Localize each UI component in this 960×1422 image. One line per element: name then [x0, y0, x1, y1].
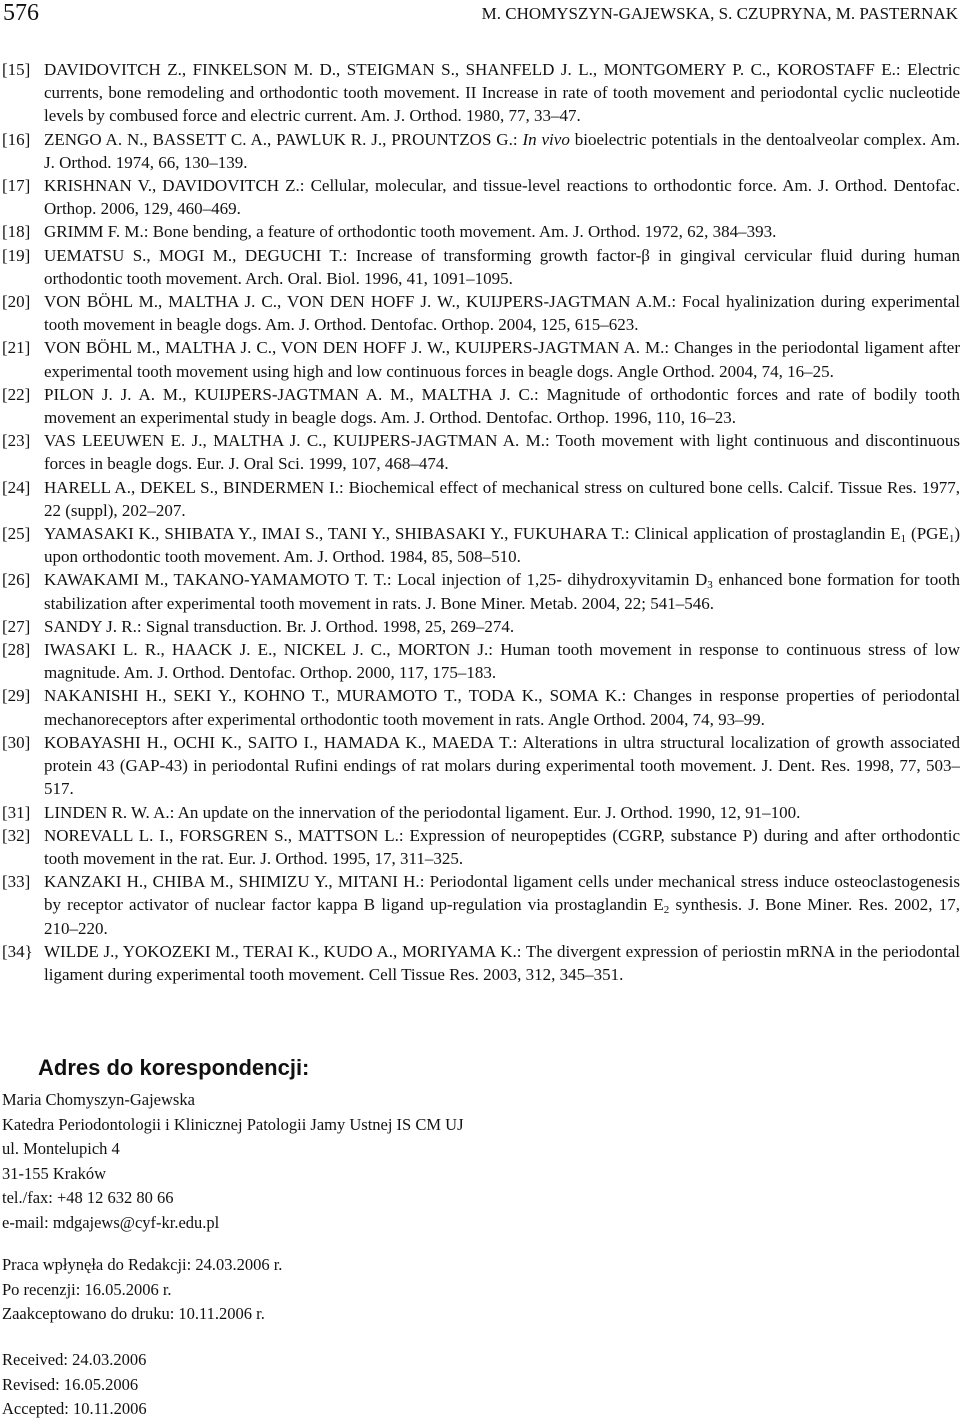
reference-text: : Clinical application of prostaglandin E: [624, 524, 901, 544]
reference-number: [34}: [2, 941, 33, 961]
reference-text: : Biochemical effect of mechanical stress on cultured bone cells. Calcif. Tissue Res. 1977, 22 (suppl), 202–207.: [44, 477, 960, 520]
reference-number: [17]: [2, 176, 31, 196]
reference-text: : Bone bending, a feature of orthodontic tooth movement. Am. J. Orthod. 1972, 62, 384–393.: [143, 222, 777, 242]
reference-text: : The divergent expression of periostin mRNA in the periodontal ligament during experimental tooth movement. Cell Tissue Res. 2003, 312, 345–351.: [44, 941, 960, 984]
reference-item: [0, 638, 960, 684]
reference-authors: GRIMM F. M.: [44, 222, 144, 242]
running-head: M. CHOMYSZYN-GAJEWSKA, S. CZUPRYNA, M. PASTERNAK: [481, 4, 958, 23]
reference-authors: HARELL A., DEKEL S., BINDERMEN I.: [44, 477, 339, 497]
reference-number: [18]: [2, 222, 31, 242]
reference-number: [29]: [2, 686, 31, 706]
page-header: [0, 0, 960, 32]
reference-number: [24]: [2, 477, 31, 497]
reference-item: [0, 174, 960, 220]
reference-text: : Signal transduction. Br. J. Orthod. 1998, 25, 269–274.: [136, 616, 515, 636]
reference-item: [0, 383, 960, 429]
date-received-pl: Praca wpłynęła do Redakcji: 24.03.2006 r.: [2, 1255, 283, 1274]
reference-text: (PGE: [906, 524, 949, 544]
reference-item: [0, 220, 960, 243]
subscript: 1: [900, 533, 907, 546]
correspondence-phone: tel./fax: +48 12 632 80 66: [2, 1188, 174, 1207]
reference-italic: In vivo: [522, 129, 570, 149]
reference-text: : Focal hyalinization during experimental tooth movement in beagle dogs. Am. J. Orthod. Dentofac. Orthop. 2004, 125, 615–623.: [44, 292, 960, 335]
reference-text: T.: Local injection of 1,25- dihydroxyvitamin D: [368, 570, 708, 590]
reference-item: [0, 476, 960, 522]
reference-item: [0, 429, 960, 475]
reference-item: [0, 568, 960, 614]
reference-item: [0, 940, 960, 986]
reference-authors: VON BÖHL M., MALTHA J. C., VON DEN HOFF J. W., KUIJPERS-JAGTMAN A. M.: [44, 338, 665, 358]
reference-number: [28]: [2, 640, 31, 660]
reference-text: : Alterations in ultra structural localization of growth associated protein 43 (GAP-43) in periodontal Rufini endings of rat molars during experimental tooth movement. J. Dent. Res. 1998, 77, 503–517.: [44, 732, 960, 799]
reference-text: : Changes in response properties of periodontal mechanoreceptors after experimental orthodontic tooth movement in rats. Angle Orthod. 2004, 74, 93–99.: [44, 686, 960, 729]
reference-text: enhanced bone formation for tooth stabilization after experimental tooth movement in rats. J. Bone Miner. Metab. 2004, 22; 541–546.: [44, 570, 960, 613]
reference-authors: KAWAKAMI M., TAKANO-YAMAMOTO T.: [44, 570, 369, 590]
reference-authors: VON BÖHL M., MALTHA J. C., VON DEN HOFF J. W., KUIJPERS-JAGTMAN A.M.: [44, 292, 672, 312]
reference-authors: LINDEN R. W. A.: [44, 802, 170, 822]
reference-number: [23]: [2, 431, 31, 451]
reference-number: [16]: [2, 129, 31, 149]
reference-text: : Changes in the periodontal ligament after experimental tooth movement using high and low continuous forces in beagle dogs. Angle Orthod. 2004, 74, 16–25.: [44, 338, 960, 381]
reference-text: : Increase of transforming growth factor-β in gingival cervicular fluid during human orthodontic tooth movement. Arch. Oral. Biol. 1996, 41, 1091–1095.: [44, 245, 960, 288]
date-received-en: Received: 24.03.2006: [2, 1350, 147, 1369]
correspondence-department: Katedra Periodontologii i Klinicznej Patologii Jamy Ustnej IS CM UJ: [2, 1114, 464, 1134]
reference-item: [0, 731, 960, 801]
reference-number: [31]: [2, 802, 31, 822]
reference-number: [33]: [2, 872, 31, 892]
dates-polish: [2, 1253, 282, 1327]
reference-item: [0, 336, 960, 382]
reference-text: : Magnitude of orthodontic forces and rate of bodily tooth movement an experimental study in beagle dogs. Am. J. Orthod. Dentofac. Orthop. 1996, 110, 16–23.: [44, 384, 960, 428]
reference-item: [0, 801, 960, 824]
correspondence-email: e-mail: mdgajews@cyf-kr.edu.pl: [2, 1212, 220, 1232]
reference-item: [16] ZENGO A. N., BASSETT C. A., PAWLUK R. J., PROUNTZOS G.: In vivo bioelectric potentials in the dentoalveolar complex. Am. J. Orthod. 1974, 66, 130–139.: [2, 129, 960, 172]
reference-number: [32]: [2, 825, 31, 845]
reference-item: [0, 870, 960, 940]
reference-text: synthesis. J. Bone Miner. Res. 2002, 17, 210–220.: [44, 895, 960, 938]
reference-number: [27]: [2, 616, 31, 636]
correspondence-title: Adres do korespondencji:: [38, 1055, 310, 1080]
reference-authors: DAVIDOVITCH Z., FINKELSON M. D., STEIGMAN S., SHANFELD J. L., MONTGOMERY P. C., KOROSTAFF E.: [44, 60, 896, 79]
reference-authors: PILON J. J. A. M., KUIJPERS-JAGTMAN A. M., MALTHA J. C.: [44, 384, 535, 404]
correspondence-city: 31-155 Kraków: [2, 1163, 107, 1183]
reference-number: [15]: [2, 60, 31, 79]
reference-text: : An update on the innervation of the periodontal ligament. Eur. J. Orthod. 1990, 12, 91–100.: [169, 802, 801, 822]
reference-text: : Tooth movement with light continuous and discontinuous forces in beagle dogs. Eur. J. Oral Sci. 1999, 107, 468–474.: [44, 431, 960, 474]
reference-item: [0, 522, 960, 568]
reference-number: [25]: [2, 524, 31, 544]
reference-item: [0, 58, 960, 128]
reference-authors: VAS LEEUWEN E. J., MALTHA J. C., KUIJPERS-JAGTMAN A. M.: [44, 431, 546, 451]
subscript: 3: [707, 579, 713, 592]
reference-text: : Human tooth movement in response to continuous stress of low magnitude. Am. J. Orthod. Dentofac. Orthop. 2000, 117, 175–183.: [44, 640, 960, 683]
reference-item: [0, 684, 960, 730]
reference-authors: SANDY J. R.: [44, 616, 137, 636]
correspondence-street: ul. Montelupich 4: [2, 1139, 120, 1158]
subscript: 2: [663, 904, 670, 917]
reference-number: [30]: [2, 732, 31, 752]
reference-authors: KOBAYASHI H., OCHI K., SAITO I., HAMADA K., MAEDA T.: [44, 732, 513, 752]
page-number: 576: [3, 0, 39, 26]
date-revised-en: Revised: 16.05.2006: [2, 1374, 139, 1394]
reference-text: : Electric currents, bone remodeling and orthodontic tooth movement. II Increase in rate of tooth movement and periodontal cyclic nucleotide levels by combused force and electric current. Am. J. Orthod. 1980, 77, 33–47.: [44, 60, 960, 126]
reference-text: : Cellular, molecular, and tissue-level reactions to orthodontic force. Am. J. Orthod. Dentofac. Orthop. 2006, 129, 460–469.: [44, 176, 960, 219]
reference-number: [22]: [2, 384, 31, 404]
dates-english: [2, 1348, 147, 1422]
reference-number: [21]: [2, 338, 31, 358]
reference-list: [0, 58, 960, 986]
correspondence-name: Maria Chomyszyn-Gajewska: [2, 1090, 195, 1109]
reference-authors: KRISHNAN V., DAVIDOVITCH Z.: [44, 176, 300, 196]
reference-authors: NOREVALL L. I., FORSGREN S., MATTSON L.: [44, 825, 399, 845]
date-reviewed-pl: Po recenzji: 16.05.2006 r.: [2, 1279, 172, 1299]
reference-item: [0, 290, 960, 336]
reference-authors: WILDE J., YOKOZEKI M., TERAI K., KUDO A., MORIYAMA K.: [44, 941, 517, 961]
reference-number: [19]: [2, 245, 31, 265]
subscript: 1: [948, 533, 955, 546]
date-accepted-pl: Zaakceptowano do druku: 10.11.2006 r.: [2, 1304, 265, 1323]
reference-number: [20]: [2, 292, 31, 312]
reference-authors: NAKANISHI H., SEKI Y., KOHNO T., MURAMOTO T., TODA K., SOMA K.: [44, 686, 622, 706]
reference-authors: IWASAKI L. R., HAACK J. E., NICKEL J. C., MORTON J.: [44, 640, 489, 660]
reference-authors: ZENGO A. N., BASSETT C. A., PAWLUK R. J., PROUNTZOS G.: [44, 129, 513, 149]
reference-item: [0, 824, 960, 870]
reference-authors: KANZAKI H., CHIBA M., SHIMIZU Y., MITANI H.: [44, 872, 420, 892]
correspondence-address: [2, 1088, 464, 1235]
reference-authors: YAMASAKI K., SHIBATA Y., IMAI S., TANI Y., SHIBASAKI Y., FUKUHARA T.: [44, 524, 625, 544]
reference-text: bioelectric potentials in the dentoalveolar complex. Am. J. Orthod. 1974, 66, 130–139.: [44, 129, 960, 172]
reference-text: ) upon orthodontic tooth movement. Am. J. Orthod. 1984, 85, 508–510.: [44, 524, 960, 567]
reference-authors: UEMATSU S., MOGI M., DEGUCHI T.: [44, 245, 343, 265]
reference-text: : Expression of neuropeptides (CGRP, substance P) during and after orthodontic tooth movement in the rat. Eur. J. Orthod. 1995, 17, 311–325.: [44, 825, 960, 868]
reference-number: [26]: [2, 570, 31, 590]
date-accepted-en: Accepted: 10.11.2006: [2, 1399, 147, 1418]
reference-item: [0, 244, 960, 290]
reference-text: : Periodontal ligament cells under mechanical stress induce osteoclastogenesis by receptor activator of nuclear factor kappa B ligand up-regulation via prostaglandin E: [44, 872, 960, 915]
reference-item: [0, 615, 960, 638]
